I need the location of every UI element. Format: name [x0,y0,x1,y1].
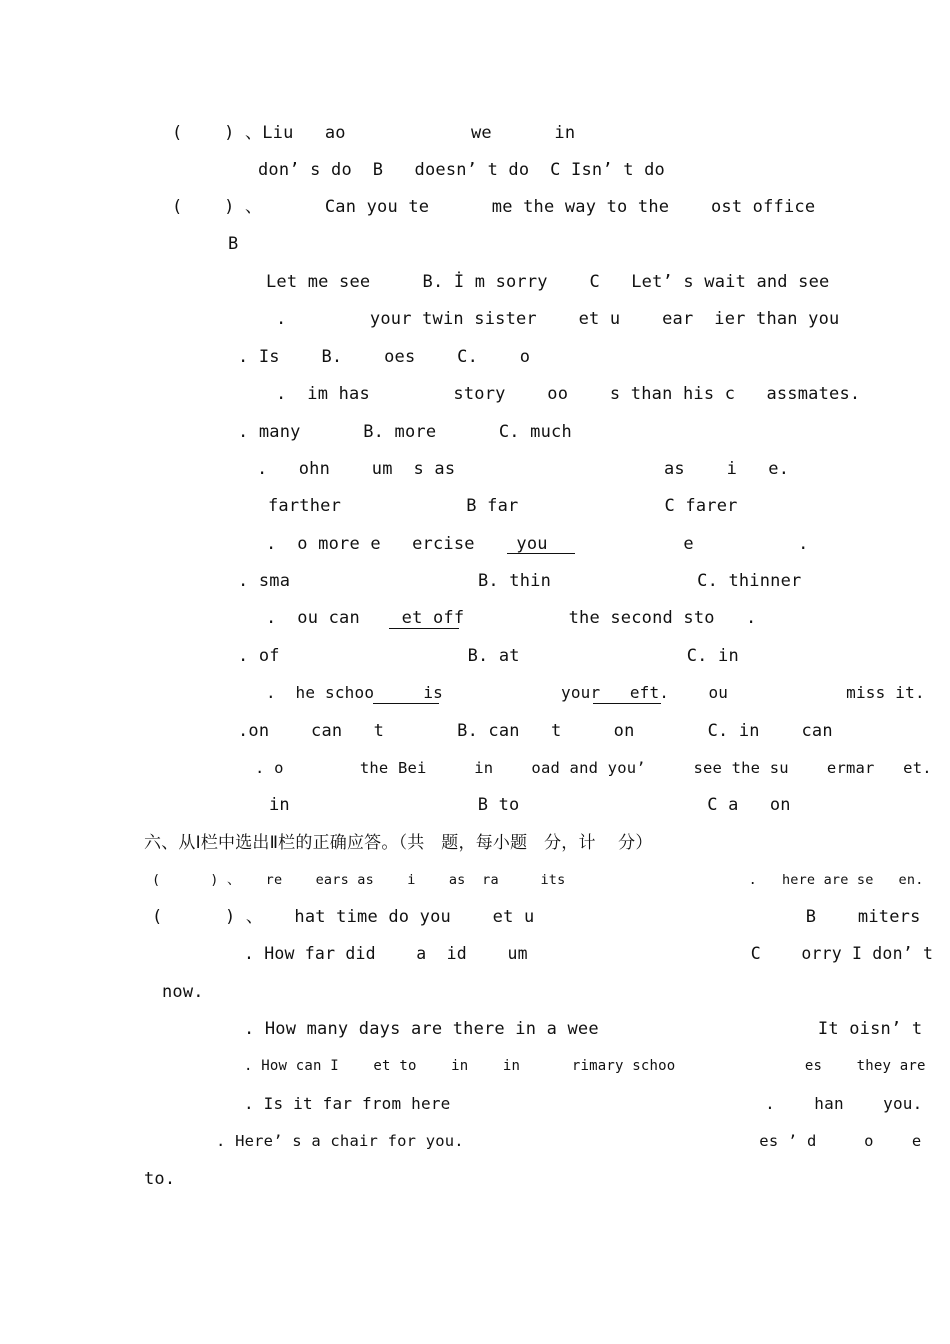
answer-options: .on can t B. can t on C. in can [238,721,833,741]
blank-underline [593,703,661,704]
answer-options: . many B. more C. much [238,422,572,442]
answer-options: . sma B. thin C. thinner [238,571,802,591]
blank-underline [389,628,459,629]
blank-underline [507,553,575,554]
answer-options: . of B. at C. in [238,646,739,666]
answer-options: . Is B. oes C. o [238,347,531,367]
answer-options: in B to C a on [269,795,791,815]
question-line: . ohn um s as as i e. [257,459,790,479]
matching-line: . Is it far from here . han you. [244,1094,923,1113]
answer-options: Let me see B. İ m sorry C Let’ s wait and see [266,272,830,292]
question-line: ( ) 、Liu ao we in [172,123,576,143]
matching-line: now. [162,982,204,1002]
question-line: . o more e ercise you e . [266,534,809,554]
matching-line: . How can I et to in in rimary schoo es they are [244,1058,926,1074]
question-line: . ou can et off the second sto . [266,608,757,628]
matching-line: . How far did a id um C orry I don’ t [244,944,934,963]
answer-options: farther B far C farer [268,496,738,516]
answer-options: don’ s do B doesn’ t do C Isn’ t do [258,160,665,180]
matching-line: ( ) 、 re ears as i as ra its . here are se en. [152,872,924,888]
question-line: . im has story oo s than his c assmates. [276,384,861,404]
question-line: ( ) 、 Can you te me the way to the ost office [172,197,816,217]
matching-line: ( ) 、 hat time do you et u B miters [152,907,921,927]
question-line: . your twin sister et u ear ier than you [276,309,840,329]
blank-underline [373,703,439,704]
matching-line: . How many days are there in a wee It oisn’ t [244,1019,923,1039]
matching-line: . Here’ s a chair for you. es ’ d o e [216,1132,922,1150]
matching-line: to. [144,1169,176,1189]
question-line: . he schoo is your eft. ou miss it. [266,683,925,702]
section-heading: 六、从Ⅰ栏中选出Ⅱ栏的正确应答。（共 题，每小题 分，计 分） [144,833,653,853]
question-line: B [228,234,239,254]
question-line: . o the Bei in oad and you’ see the su ermar et. [255,759,932,777]
